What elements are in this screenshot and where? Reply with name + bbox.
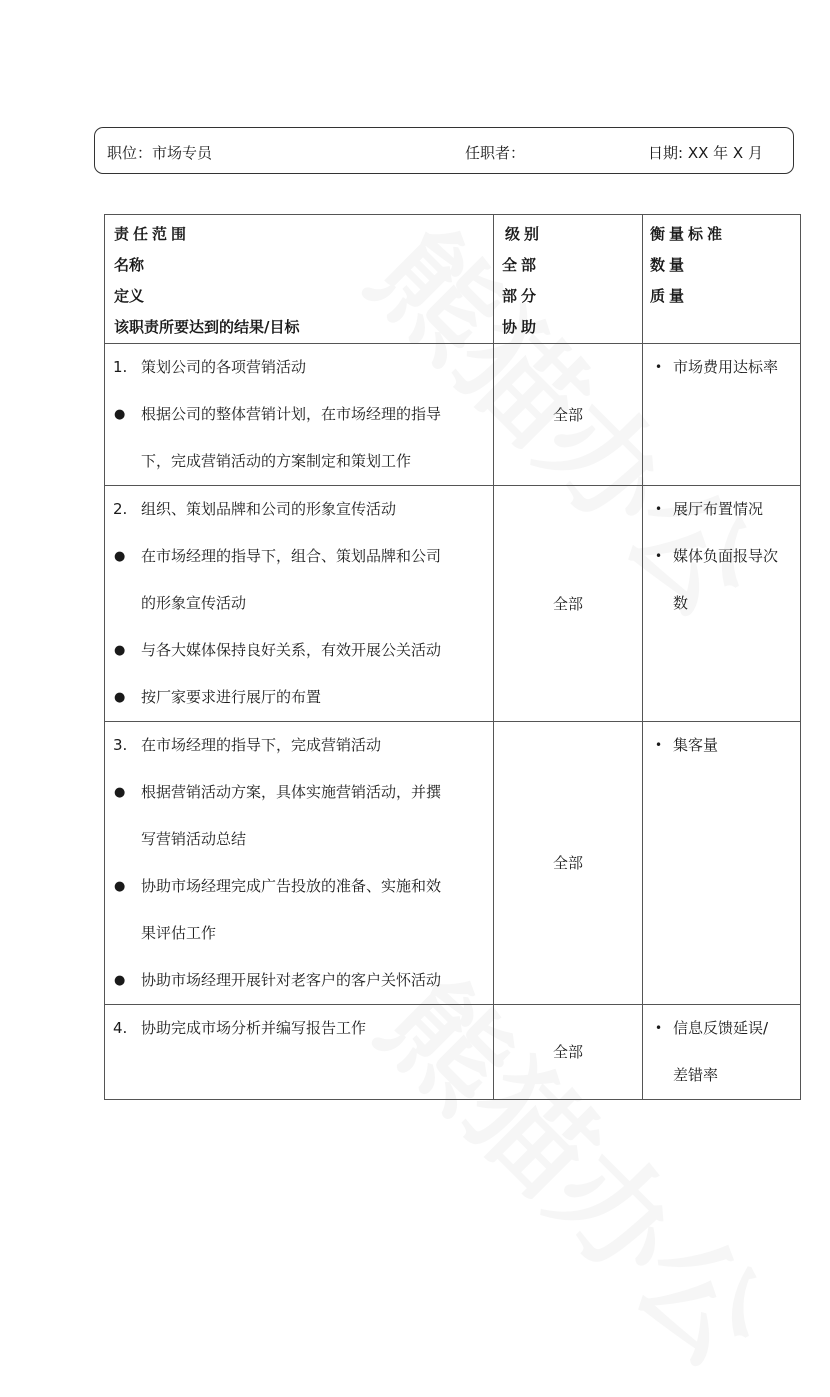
bullet-icon: ●: [114, 643, 126, 658]
duty-number: 3.: [113, 736, 128, 754]
table-row: [105, 344, 801, 486]
duty-number: 4.: [113, 1019, 128, 1037]
table-row: [105, 722, 801, 1005]
table-row: [105, 486, 801, 722]
duty-bullet-text: 与各大媒体保持良好关系，有效开展公关活动: [141, 641, 442, 659]
duty-bullet-text: 协助市场经理开展针对老客户的客户关怀活动: [141, 971, 442, 989]
level-cell: 全部: [494, 344, 643, 486]
duty-bullet-text: 在市场经理的指导下，组合、策划品牌和公司: [141, 547, 442, 565]
header-label: 协助: [502, 318, 541, 336]
duty-bullet-text: 写营销活动总结: [141, 830, 247, 848]
header-label: 级别: [505, 225, 544, 243]
header-label: 全部: [502, 256, 541, 274]
header-cell-scope: [105, 215, 494, 344]
bullet-icon: •: [655, 360, 663, 374]
level-cell: 全部: [494, 722, 643, 1005]
duty-bullet-text: 根据营销活动方案，具体实施营销活动，并撰: [141, 783, 442, 801]
duty-bullet-text: 根据公司的整体营销计划，在市场经理的指导: [141, 405, 442, 423]
measure-cell: [643, 1005, 801, 1100]
measure-text: 媒体负面报导次: [673, 547, 779, 565]
measure-text: 集客量: [673, 736, 719, 754]
bullet-icon: ●: [114, 879, 126, 894]
duty-title: 策划公司的各项营销活动: [141, 358, 307, 376]
table-header-row: [105, 215, 801, 344]
duty-cell: [105, 722, 494, 1005]
bullet-icon: ●: [114, 407, 126, 422]
level-cell: 全部: [494, 486, 643, 722]
holder-field: 任职者：: [465, 144, 526, 162]
position-field: 职位：市场专员: [107, 144, 213, 162]
header-cell-level: [494, 215, 643, 344]
duty-title: 协助完成市场分析并编写报告工作: [141, 1019, 367, 1037]
measure-text: 市场费用达标率: [673, 358, 779, 376]
duty-title: 组织、策划品牌和公司的形象宣传活动: [141, 500, 397, 518]
header-label: 定义: [114, 287, 145, 305]
header-label: 质量: [650, 287, 689, 305]
duty-bullet-text: 果评估工作: [141, 924, 217, 942]
header-cell-measure: [643, 215, 801, 344]
duty-number: 1.: [113, 358, 128, 376]
duty-cell: [105, 344, 494, 486]
duties-table: [104, 214, 801, 1100]
measure-cell: [643, 344, 801, 486]
duty-cell: [105, 486, 494, 722]
header-label: 衡量标准: [650, 225, 727, 243]
duty-number: 2.: [113, 500, 128, 518]
header-label: 该职责所要达到的结果/目标: [114, 318, 300, 336]
measure-text: 信息反馈延误/: [673, 1019, 769, 1037]
header-label: 责任范围: [114, 225, 191, 243]
duty-title: 在市场经理的指导下，完成营销活动: [141, 736, 382, 754]
job-header-box: [94, 127, 794, 174]
table-row: [105, 1005, 801, 1100]
bullet-icon: •: [655, 738, 663, 752]
level-cell: 全部: [494, 1005, 643, 1100]
bullet-icon: •: [655, 502, 663, 516]
measure-text: 差错率: [673, 1066, 719, 1084]
date-field: 日期: XX 年 X 月: [648, 144, 763, 162]
bullet-icon: ●: [114, 973, 126, 988]
bullet-icon: ●: [114, 785, 126, 800]
duty-bullet-text: 的形象宣传活动: [141, 594, 247, 612]
measure-cell: [643, 722, 801, 1005]
header-label: 部分: [502, 287, 541, 305]
bullet-icon: •: [655, 549, 663, 563]
measure-text: 数: [673, 594, 689, 612]
bullet-icon: •: [655, 1021, 663, 1035]
measure-text: 展厅布置情况: [673, 500, 764, 518]
bullet-icon: ●: [114, 690, 126, 705]
header-label: 数量: [650, 256, 689, 274]
duty-bullet-text: 协助市场经理完成广告投放的准备、实施和效: [141, 877, 442, 895]
duty-bullet-text: 按厂家要求进行展厅的布置: [141, 688, 322, 706]
duty-bullet-text: 下，完成营销活动的方案制定和策划工作: [141, 452, 412, 470]
header-label: 名称: [114, 256, 145, 274]
measure-cell: [643, 486, 801, 722]
duty-cell: [105, 1005, 494, 1100]
bullet-icon: ●: [114, 549, 126, 564]
